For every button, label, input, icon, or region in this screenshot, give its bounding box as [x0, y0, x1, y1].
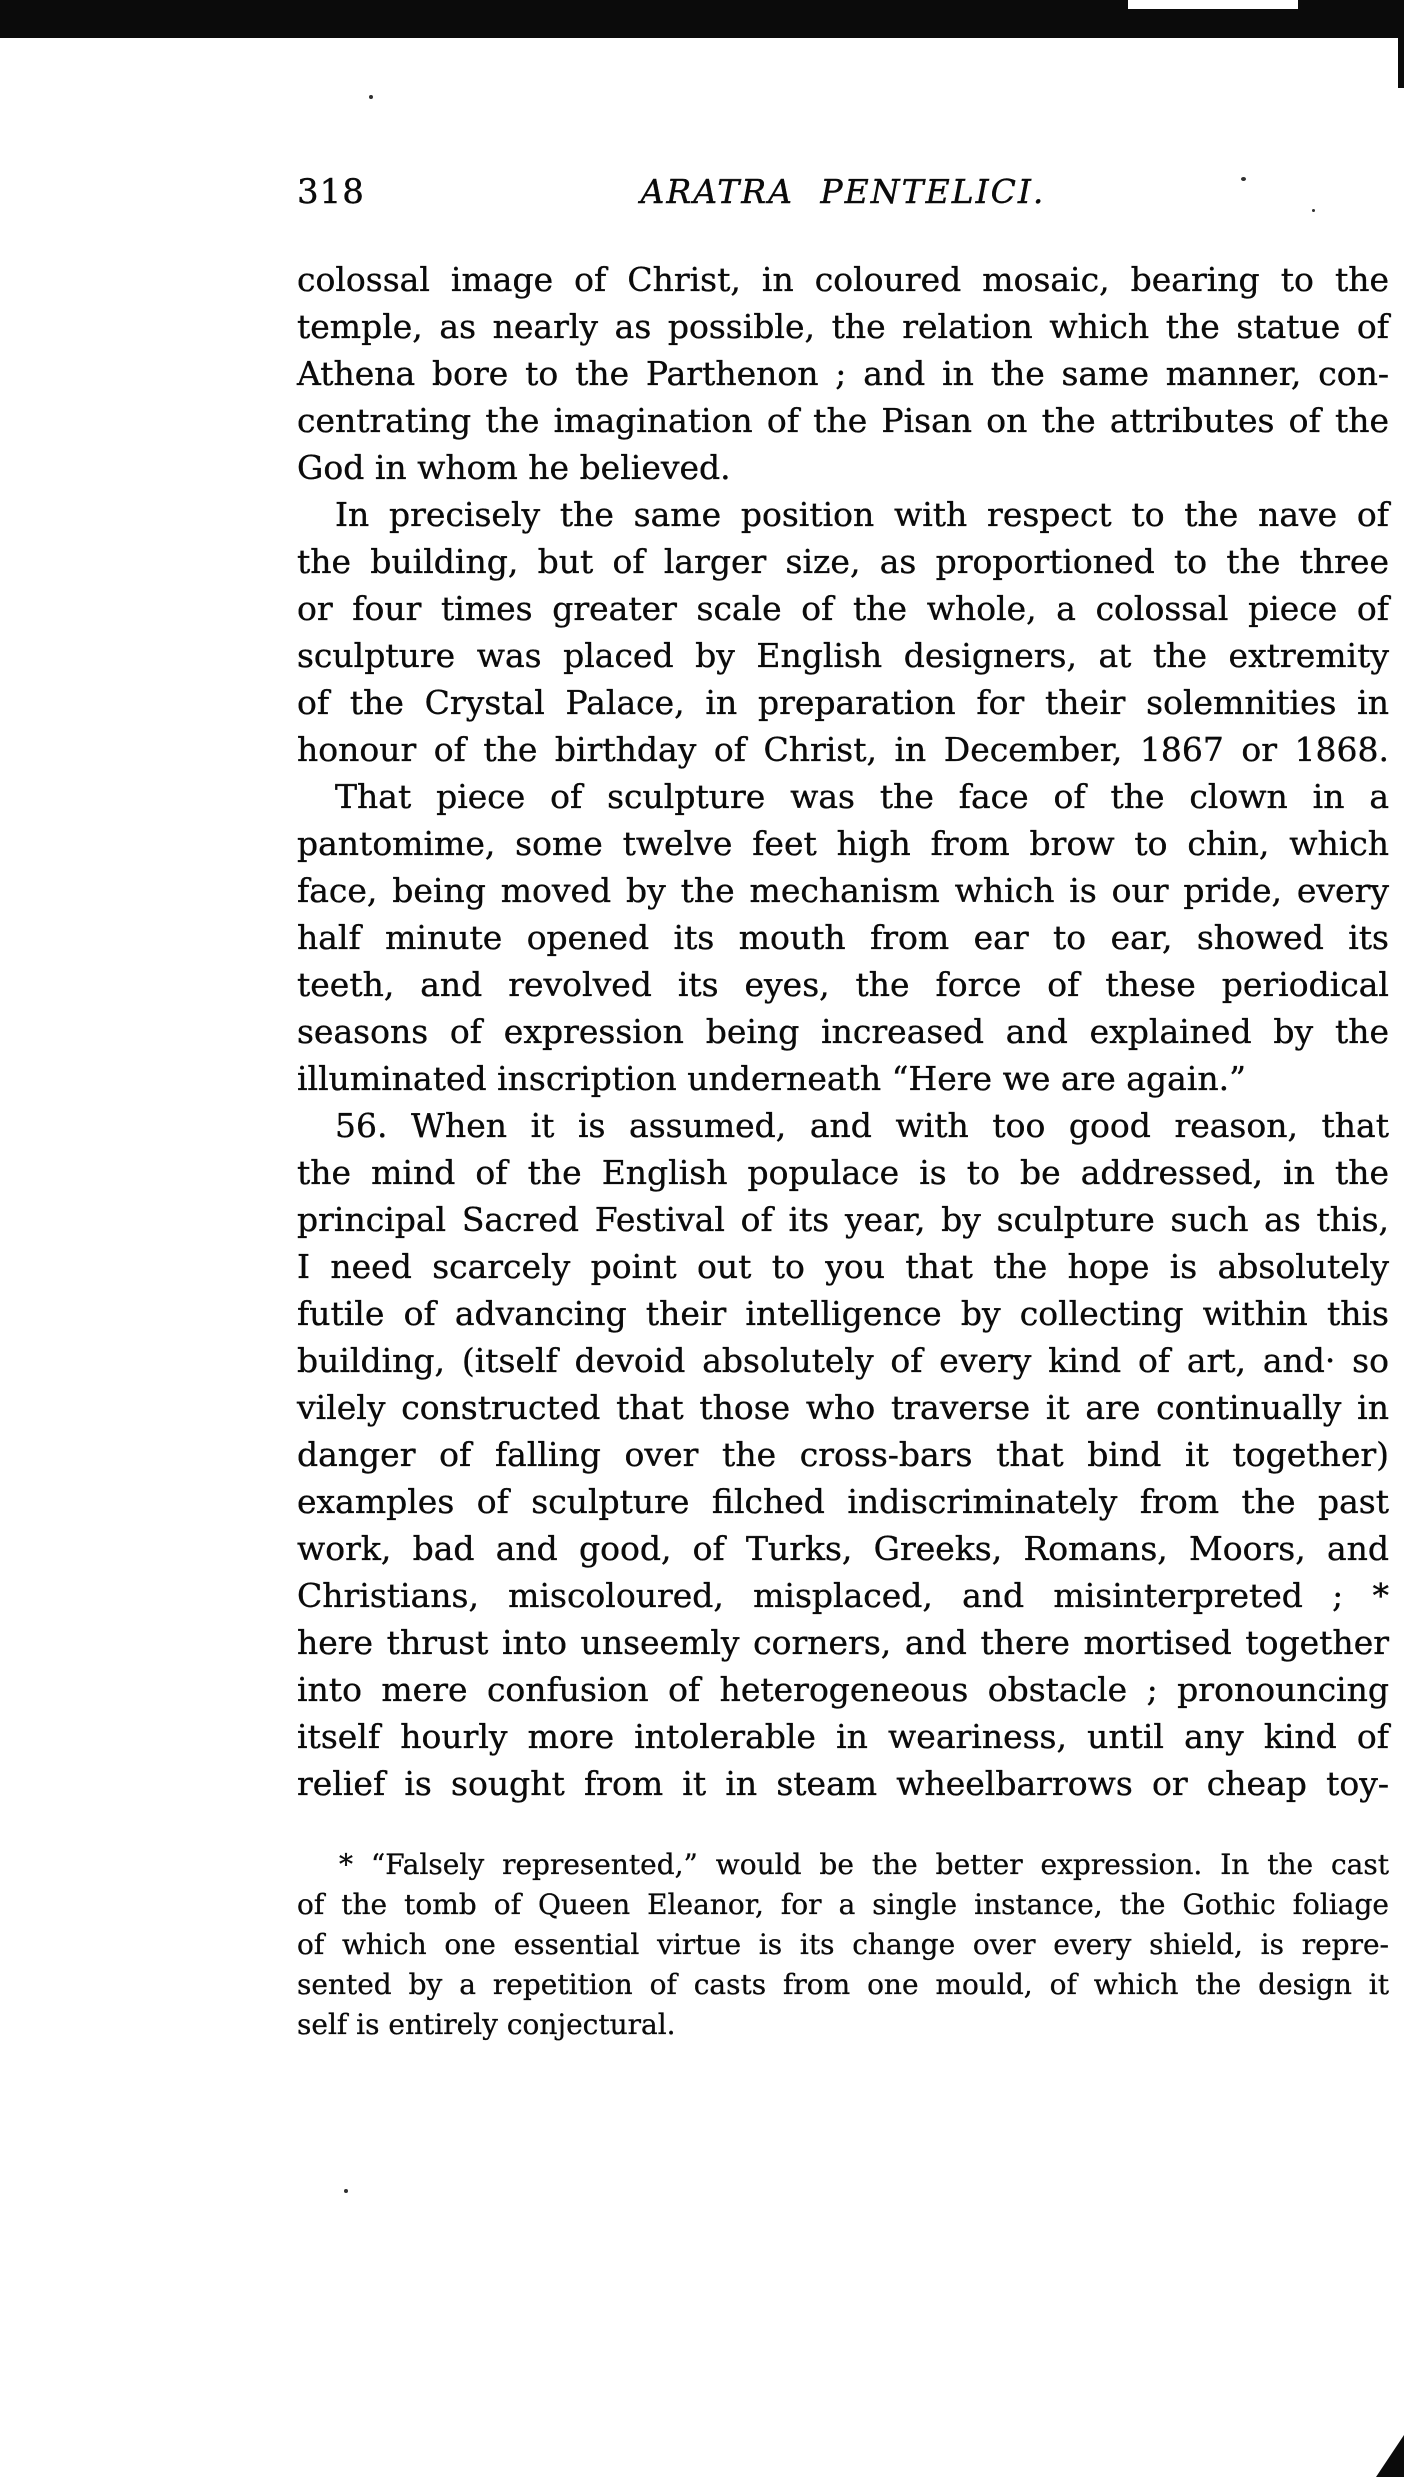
- footnote-line: self is entirely conjectural.: [297, 2008, 676, 2041]
- text-line: 56. When it is assumed, and with too good reason, that: [335, 1106, 1389, 1145]
- text-line: danger of falling over the cross-bars that bind it together): [297, 1435, 1389, 1474]
- running-title: ARATRA PENTELICI.: [640, 172, 1046, 211]
- scan-artifact-edge-tick: [1398, 36, 1404, 88]
- footnote-line: of the tomb of Queen Eleanor, for a single instance, the Gothic foliage: [297, 1888, 1389, 1921]
- footnote-line: of which one essential virtue is its change over every shield, is repre-: [297, 1928, 1389, 1961]
- text-line: work, bad and good, of Turks, Greeks, Romans, Moors, and: [297, 1529, 1389, 1568]
- text-line: examples of sculpture filched indiscriminately from the past: [297, 1482, 1389, 1521]
- text-line: vilely constructed that those who traverse it are continually in: [297, 1388, 1389, 1427]
- text-line: or four times greater scale of the whole, a colossal piece of: [297, 589, 1389, 628]
- text-line: pantomime, some twelve feet high from brow to chin, which: [297, 824, 1389, 863]
- text-line: Christians, miscoloured, misplaced, and misinterpreted ; *: [297, 1576, 1389, 1615]
- footnote: [297, 1845, 1389, 2045]
- text-line: of the Crystal Palace, in preparation for their solemnities in: [297, 683, 1389, 722]
- text-line: honour of the birthday of Christ, in December, 1867 or 1868.: [297, 730, 1389, 769]
- text-line: centrating the imagination of the Pisan on the attributes of the: [297, 401, 1389, 440]
- text-line: Athena bore to the Parthenon ; and in the same manner, con-: [297, 354, 1389, 393]
- text-line: the mind of the English populace is to be addressed, in the: [297, 1153, 1389, 1192]
- text-line: here thrust into unseemly corners, and there mortised together: [297, 1623, 1389, 1662]
- footnote-line: sented by a repetition of casts from one mould, of which the design it: [297, 1968, 1389, 2001]
- scan-artifact-top-notch: [1128, 0, 1298, 9]
- page-number: 318: [297, 172, 365, 212]
- text-line: half minute opened its mouth from ear to ear, showed its: [297, 918, 1389, 957]
- text-line: That piece of sculpture was the face of the clown in a: [335, 777, 1389, 816]
- text-line: seasons of expression being increased and explained by the: [297, 1012, 1389, 1051]
- scan-speck: [344, 2189, 348, 2193]
- text-line: illuminated inscription underneath “Here we are again.”: [297, 1059, 1246, 1098]
- text-line: the building, but of larger size, as proportioned to the three: [297, 542, 1389, 581]
- text-line: teeth, and revolved its eyes, the force of these periodical: [297, 965, 1389, 1004]
- text-line: sculpture was placed by English designers, at the extremity: [297, 636, 1389, 675]
- text-line: building, (itself devoid absolutely of every kind of art, and· so: [297, 1341, 1389, 1380]
- footnote-line: * “Falsely represented,” would be the better expression. In the cast: [339, 1848, 1389, 1881]
- text-line: face, being moved by the mechanism which is our pride, every: [297, 871, 1389, 910]
- text-line: God in whom he believed.: [297, 448, 731, 487]
- scan-artifact-bottom-corner: [1376, 2435, 1404, 2477]
- body-text: [297, 256, 1389, 1807]
- text-line: I need scarcely point out to you that the hope is absolutely: [297, 1247, 1389, 1286]
- text-line: temple, as nearly as possible, the relation which the statue of: [297, 307, 1389, 346]
- text-line: principal Sacred Festival of its year, by sculpture such as this,: [297, 1200, 1389, 1239]
- scan-speck: [369, 95, 373, 99]
- page-header: [297, 170, 1389, 214]
- text-line: itself hourly more intolerable in weariness, until any kind of: [297, 1717, 1389, 1756]
- text-line: relief is sought from it in steam wheelbarrows or cheap toy-: [297, 1764, 1389, 1803]
- text-line: futile of advancing their intelligence by collecting within this: [297, 1294, 1389, 1333]
- text-line: In precisely the same position with respect to the nave of: [335, 495, 1389, 534]
- text-line: colossal image of Christ, in coloured mosaic, bearing to the: [297, 260, 1389, 299]
- text-line: into mere confusion of heterogeneous obstacle ; pronouncing: [297, 1670, 1389, 1709]
